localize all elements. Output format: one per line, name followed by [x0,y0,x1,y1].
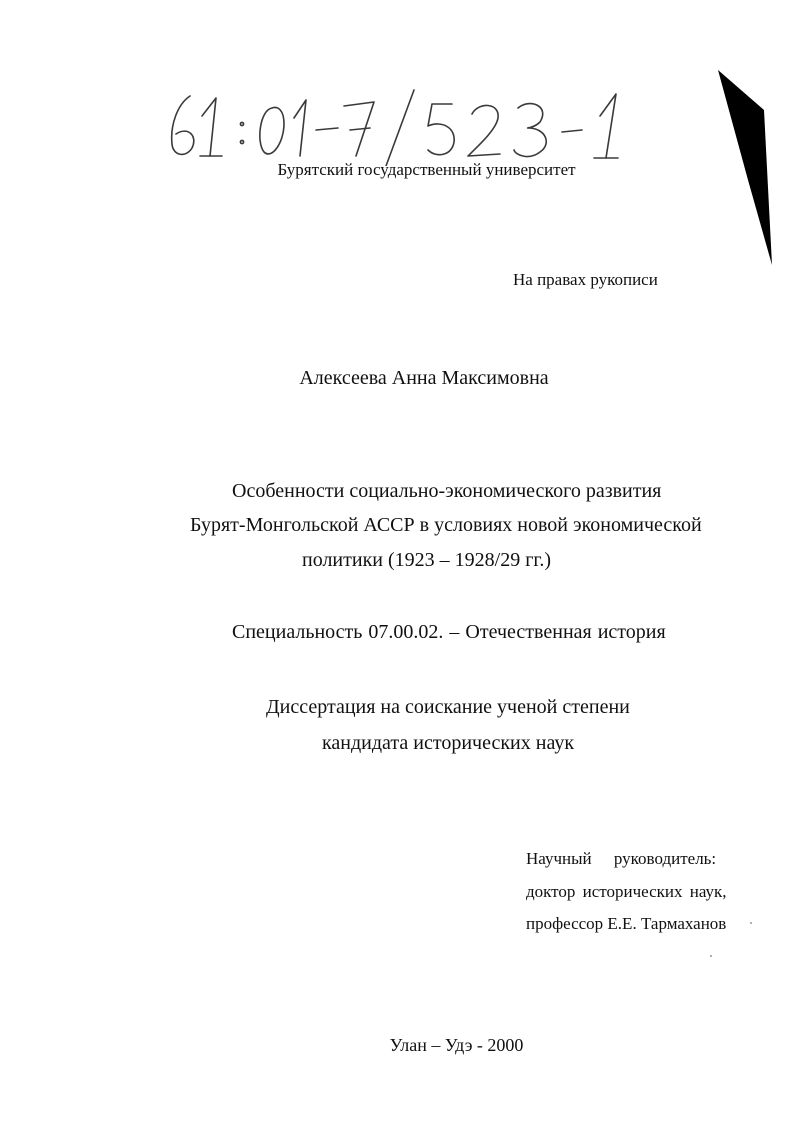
dissertation-title-line: Особенности социально-экономического развития [232,480,662,502]
handwritten-catalog-code [160,86,660,166]
supervisor-line: доктор исторических наук, [526,882,727,901]
supervisor-line: профессор Е.Е. Тармаханов [526,914,727,933]
degree-line: кандидата исторических наук [322,732,575,754]
author-name: Алексеева Анна Максимовна [299,367,549,389]
dissertation-title-line: политики (1923 – 1928/29 гг.) [302,549,552,571]
university-name: Бурятский государственный университет [277,160,576,179]
scan-speck [710,955,712,957]
scan-speck [750,922,752,924]
specialty-line: Специальность 07.00.02. – Отечественная история [232,621,666,643]
supervisor-line: Научный руководитель: [526,849,717,868]
manuscript-rights-note: На правах рукописи [513,270,658,289]
degree-line: Диссертация на соискание ученой степени [266,696,630,718]
dissertation-title-line: Бурят-Монгольской АССР в условиях новой экономической [190,514,702,536]
city-year: Улан – Удэ - 2000 [389,1035,524,1055]
